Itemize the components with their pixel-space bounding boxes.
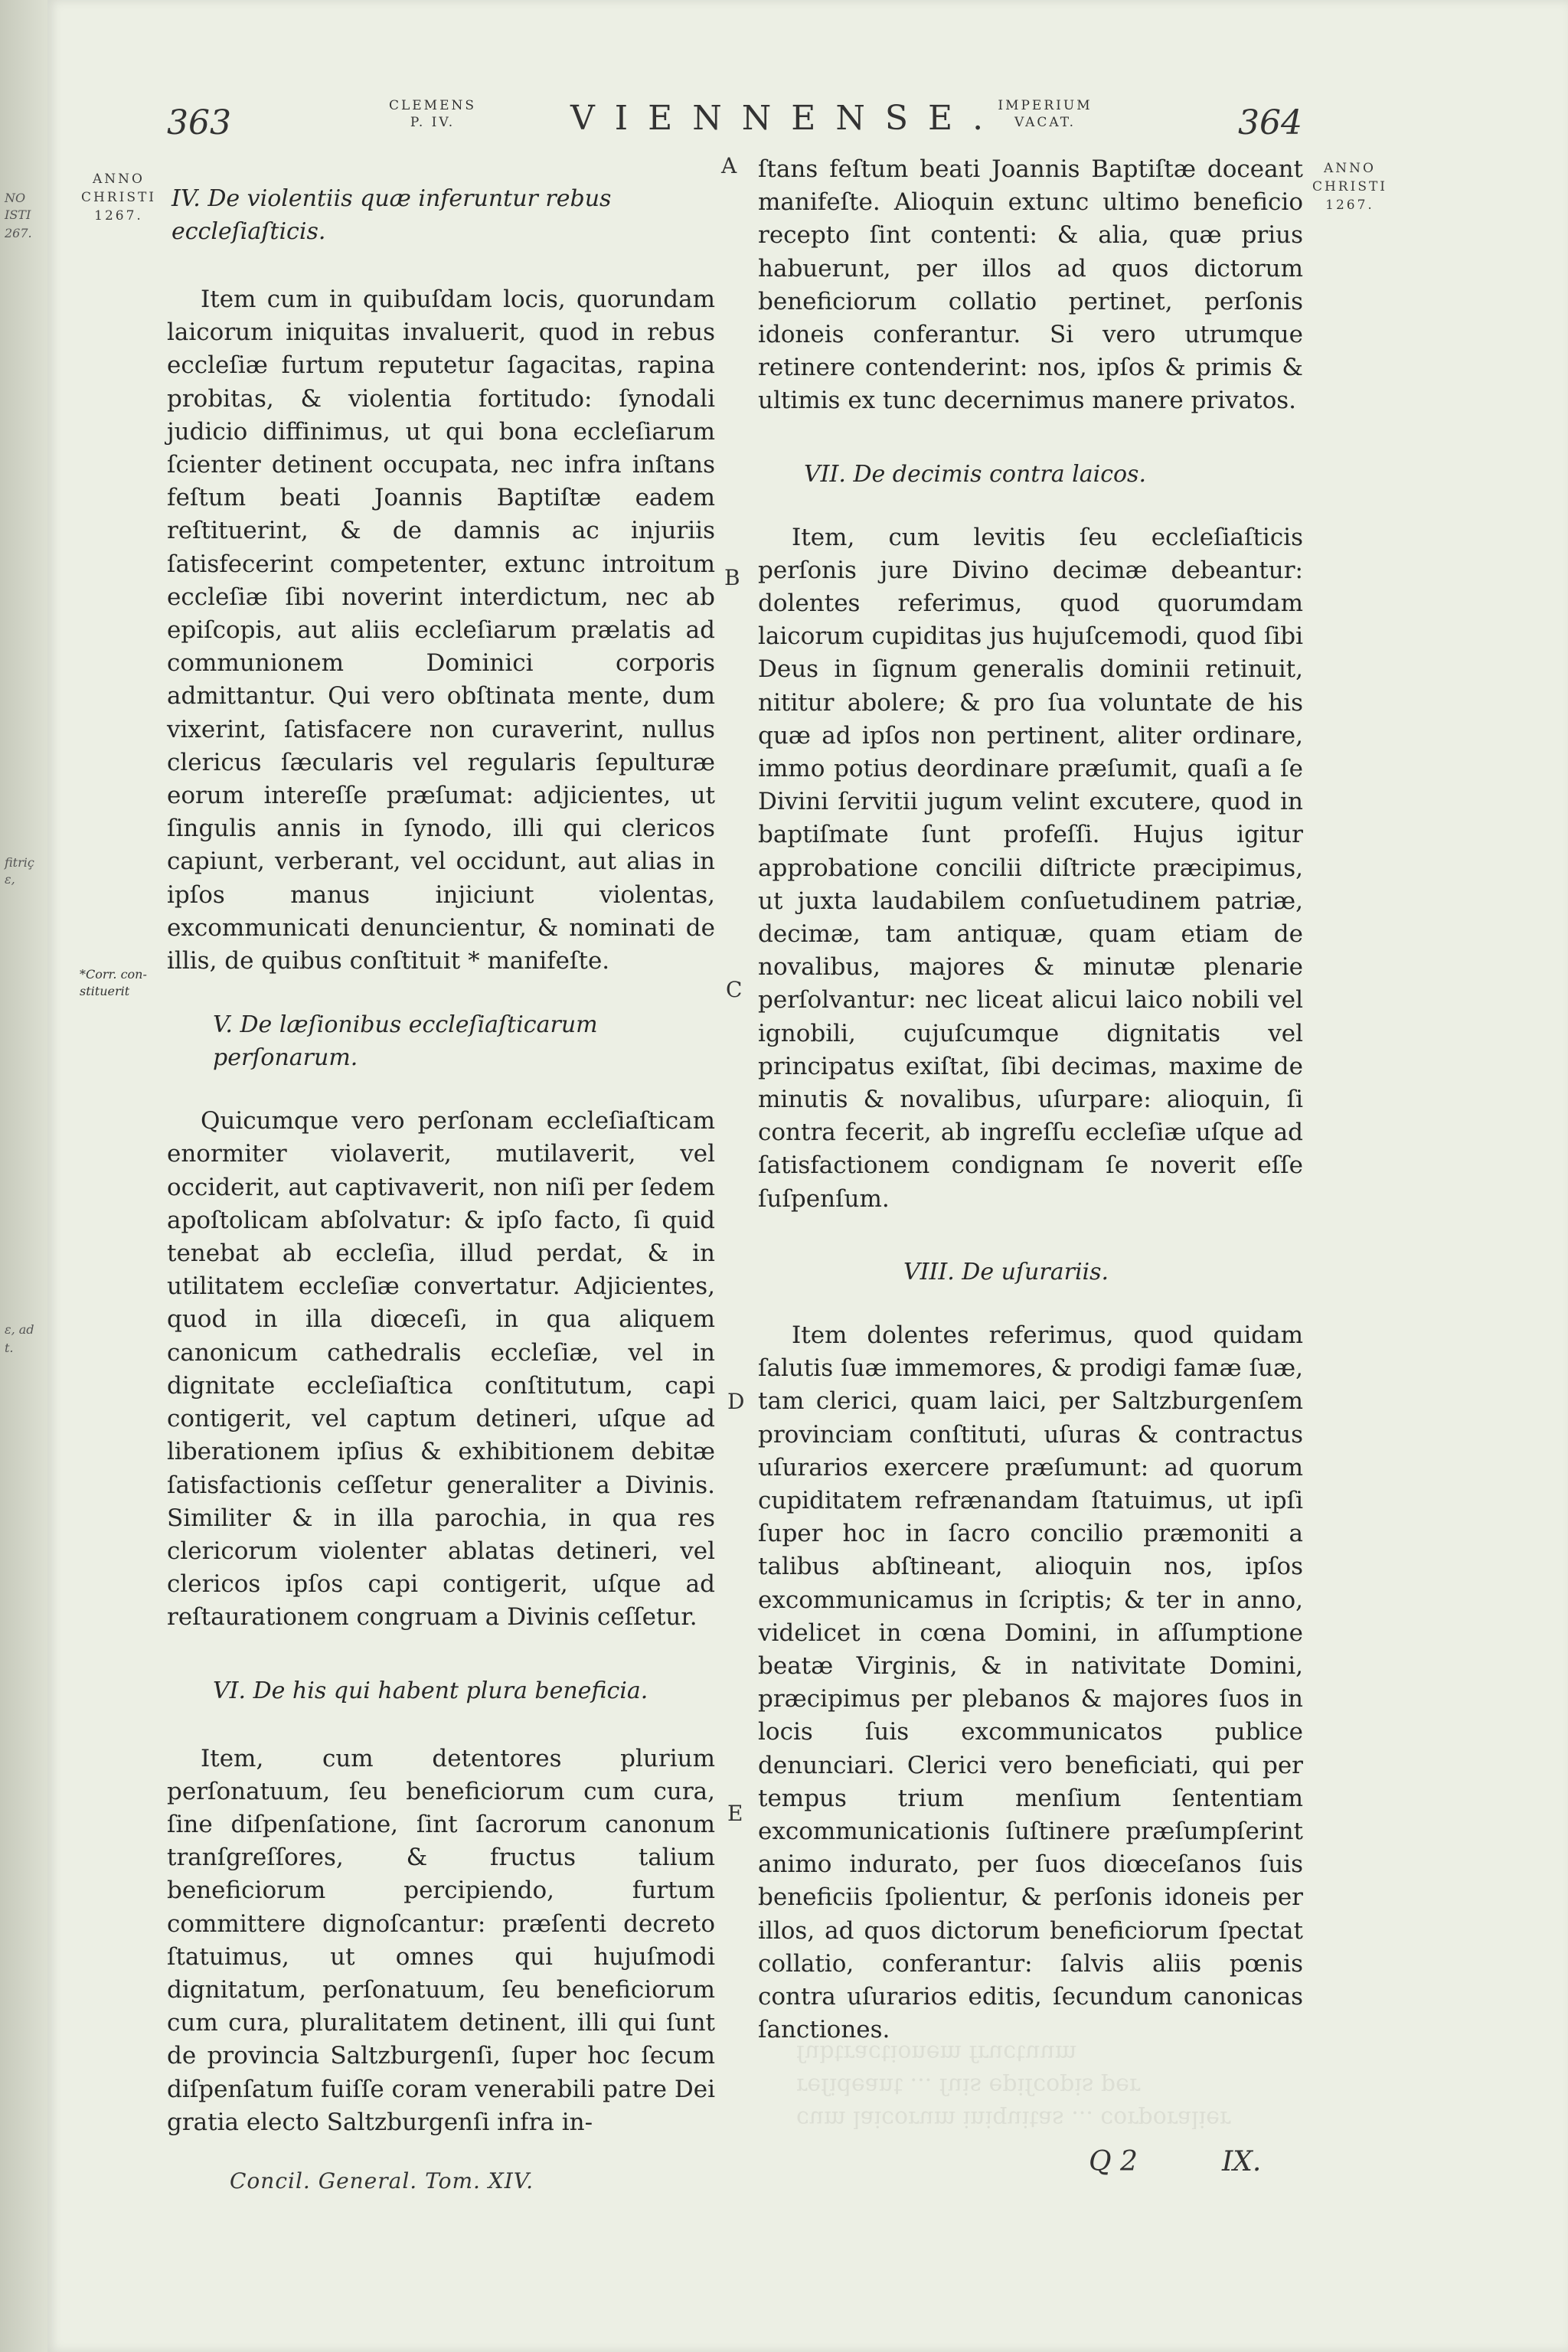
bleed-note-4: t.: [5, 1341, 14, 1355]
section-text-viii: Item dolentes referimus, quod quidam ſalutis ſuæ immemores, & prodigi famæ ſuæ, tam clerici, quam laici, per Saltzburgenſem provinciam conſtituti, uſuras & contractus uſurarios exercere præſumunt: ad quorum cupiditatem refrænandam ſtatuimus, ut ipſi ſuper hoc in ſacro concilio præmoniti a talibus abſtineant, alioquin nos, ipſos excommunicamus in ſcriptis; & ter in anno, videlicet in cœna Domini, in aſſumptione beatæ Virginis, & in nativitate Domini, præcipimus per plebanos & majores ſuos in locis ſuis excommunicatos publice denunciari. Clerici vero beneficiati, qui per tempus trium menſium ſententiam excommunicationis ſuſtinere præſumpſerint animo indurato, per ſuos diœceſanos ſuis beneficiis ſpolientur, & perſonis idoneis per illos, ad quos dictorum beneficiorum ſpectat collatio, conferantur: ſalvis aliis pœnis contra uſurarios editis, ſecundum canonicas ſanctiones.: [758, 1321, 1303, 2044]
year-label: 1267.: [1325, 198, 1374, 213]
page-number-left: 363: [167, 103, 231, 142]
section-letter-d: D: [727, 1389, 745, 1414]
section-letter-c: C: [726, 977, 743, 1002]
section-letter-a: A: [721, 153, 737, 178]
bleed-note-1: fitriç: [5, 855, 34, 870]
section-text-v: Quicumque vero perſonam eccleſiaſticam enormiter violaverit, mutilaverit, vel occiderit, aut captivaverit, non niſi per ſedem apoſtolicam abſolvatur: & ipſo facto, ſi quid tenebat ab eccleſia, illud perdat, & in utilitatem eccleſiæ convertatur. Adjicientes, quod in illa diœceſi, in qua aliquem canonicum cathedralis eccleſiæ, vel in dignitate eccleſiaſtica conſtitutum, capi contigerit, vel captum detineri, uſque ad liberationem ipſius & exhibitionem debitæ ſatisfactionis ceſſetur generaliter a Divinis. Similiter & in illa parochia, in qua res clericorum violenter ablatas detineri, vel clericos ipſos capi contigerit, uſque ad reſtaurationem congruam a Divinis ceſſetur.: [167, 1107, 715, 1632]
section-text-vi: Item, cum detentores plurium perſonatuum, ſeu beneficiorum cum cura, ſine diſpenſatione, ſint ſacrorum canonum tranſgreſſores, & fructus talium beneficiorum percipiendo, furtum committere dignoſcantur: præſenti decreto ſtatuimus, ut omnes qui hujuſmodi dignitatum, perſonatuum, ſeu beneficiorum cum cura, pluralitatem detinent, illi qui ſunt de provincia Saltzburgenſi, ſuper hoc ſecum diſpenſatum fuiſſe coram venerabili patre Dei gratia electo Saltzburgenſi infra in-: [167, 1744, 715, 2136]
section-heading-iv: IV. De violentiis quæ inferuntur rebus eccleſiaſticis.: [172, 185, 612, 245]
catchword: IX.: [1222, 2146, 1262, 2177]
section-heading-viii: VIII. De uſurariis.: [903, 1258, 1109, 1285]
year-note-left: [77, 170, 161, 225]
running-title: VIENNENSE.: [570, 99, 1004, 138]
bleed-year: 267.: [5, 226, 32, 240]
anno-label: ANNO: [1324, 161, 1376, 176]
correction-note: [80, 966, 147, 1000]
section-text-iv: Item cum in quibuſdam locis, quorundam laicorum iniquitas invaluerit, quod in rebus eccleſiæ furtum reputetur ſagacitas, rapina probitas, & violentia fortitudo: ſynodali judicio diffinimus, ut qui bona eccleſiarum ſcienter detinent occupata, nec infra inſtans feſtum beati Joannis Baptiſtæ eadem reſtituerint, & de damnis ac injuriis ſatisfecerint competenter, extunc introitum eccleſiæ ſibi noverint interdictum, nec ab epiſcopis, aut aliis eccleſiarum prælatis ad communionem Dominici corporis admittantur. Qui vero obſtinata mente, dum vixerint, ſatisfacere non curaverint, nullus clericus ſæcularis vel regularis ſepulturæ eorum intereſſe præſumat: adjicientes, ut ſingulis annis in ſynodo, illi qui clericos capiunt, verberant, vel occidunt, aut alias in ipſos manus injiciunt violentas, excommunicati denuncientur, & nominati de illis, de quibus conſtituit * manifeſte.: [167, 286, 715, 975]
christi-label: CHRISTI: [1312, 179, 1388, 194]
anno-label: ANNO: [93, 172, 145, 187]
christi-label: CHRISTI: [80, 190, 157, 205]
bleed-christi: ISTI: [5, 207, 31, 222]
pope-number: P. IV.: [410, 115, 456, 130]
section-text-vi-continued: ſtans feſtum beati Joannis Baptiſtæ doceant manifeſte. Alioquin extunc ultimo beneficio recepto ſint contenti: & alia, quæ prius habuerunt, per illos ad quos dictorum beneficiorum collatio pertinet, perſonis idoneis conferantur. Si vero utrumque retinere contenderint: nos, ipſos & primis & ultimis ex tunc decernimus manere privatos.: [758, 155, 1303, 415]
bleed-note-2: ɛ,: [5, 872, 15, 887]
right-column: [758, 153, 1303, 2047]
section-heading-vi: VI. De his qui habent plura beneficia.: [213, 1677, 648, 1704]
page-number-right: 364: [1238, 103, 1302, 142]
section-heading-vii: VII. De decimis contra laicos.: [804, 460, 1146, 488]
bleed-note-3: ɛ, ad: [5, 1322, 34, 1337]
year-note-right: [1304, 159, 1396, 214]
pope-name: CLEMENS: [388, 98, 477, 113]
footer-volume: Concil. General. Tom. XIV.: [230, 2168, 534, 2194]
emperor-line-1: IMPERIUM: [998, 98, 1093, 113]
section-text-vii: Item, cum levitis ſeu eccleſiaſticis perſonis jure Divino decimæ debeantur: dolentes referimus, quod quorumdam laicorum cupiditas jus hujuſcemodi, quod ſibi Deus in ſignum generalis dominii retinuit, nititur abolere; & pro ſua voluntate de his quæ ad ipſos non pertinent, aliter ordinare, immo potius deordinare præſumit, quaſi a ſe Divini ſervitii jugum velint excutere, quod in baptiſmate ſunt profeſſi. Hujus igitur approbatione concilii diſtricte præcipimus, ut juxta laudabilem conſuetudinem patriæ, decimæ, tam antiquæ, quam etiam de novalibus, majores & minutæ plenarie perſolvantur: nec liceat alicui laico nobili vel ignobili, cujuſcumque dignitatis vel principatus exiſtat, ſibi decimas, maxime de minutis & novalibus, uſurpare: alioquin, ſi contra fecerit, ab ingreſſu eccleſiæ uſque ad ſatisfactionem condignam ſe noverit eſſe ſuſpenſum.: [758, 523, 1303, 1213]
correction-line-2: stituerit: [80, 984, 130, 998]
show-through-text: cum laicorum iniquitas ... corporalier reſideant ... ſuis epiſcopis per ſubtractionem fructuum: [796, 2040, 1231, 2132]
section-letter-e: E: [727, 1801, 743, 1826]
signature-mark: Q 2: [1089, 2146, 1138, 2177]
left-column: [167, 182, 715, 2139]
running-header: [0, 88, 1568, 149]
section-letter-b: B: [724, 565, 740, 590]
emperor-line-2: VACAT.: [1014, 115, 1076, 130]
pope-label: [348, 97, 517, 131]
previous-page-edge: [0, 0, 47, 2352]
section-heading-v: V. De læſionibus eccleſiaſticarum perſonarum.: [213, 1011, 598, 1072]
correction-line-1: *Corr. con-: [80, 967, 147, 982]
bleed-anno: NO: [5, 191, 26, 205]
year-label: 1267.: [94, 208, 143, 224]
emperor-label: [953, 97, 1137, 131]
